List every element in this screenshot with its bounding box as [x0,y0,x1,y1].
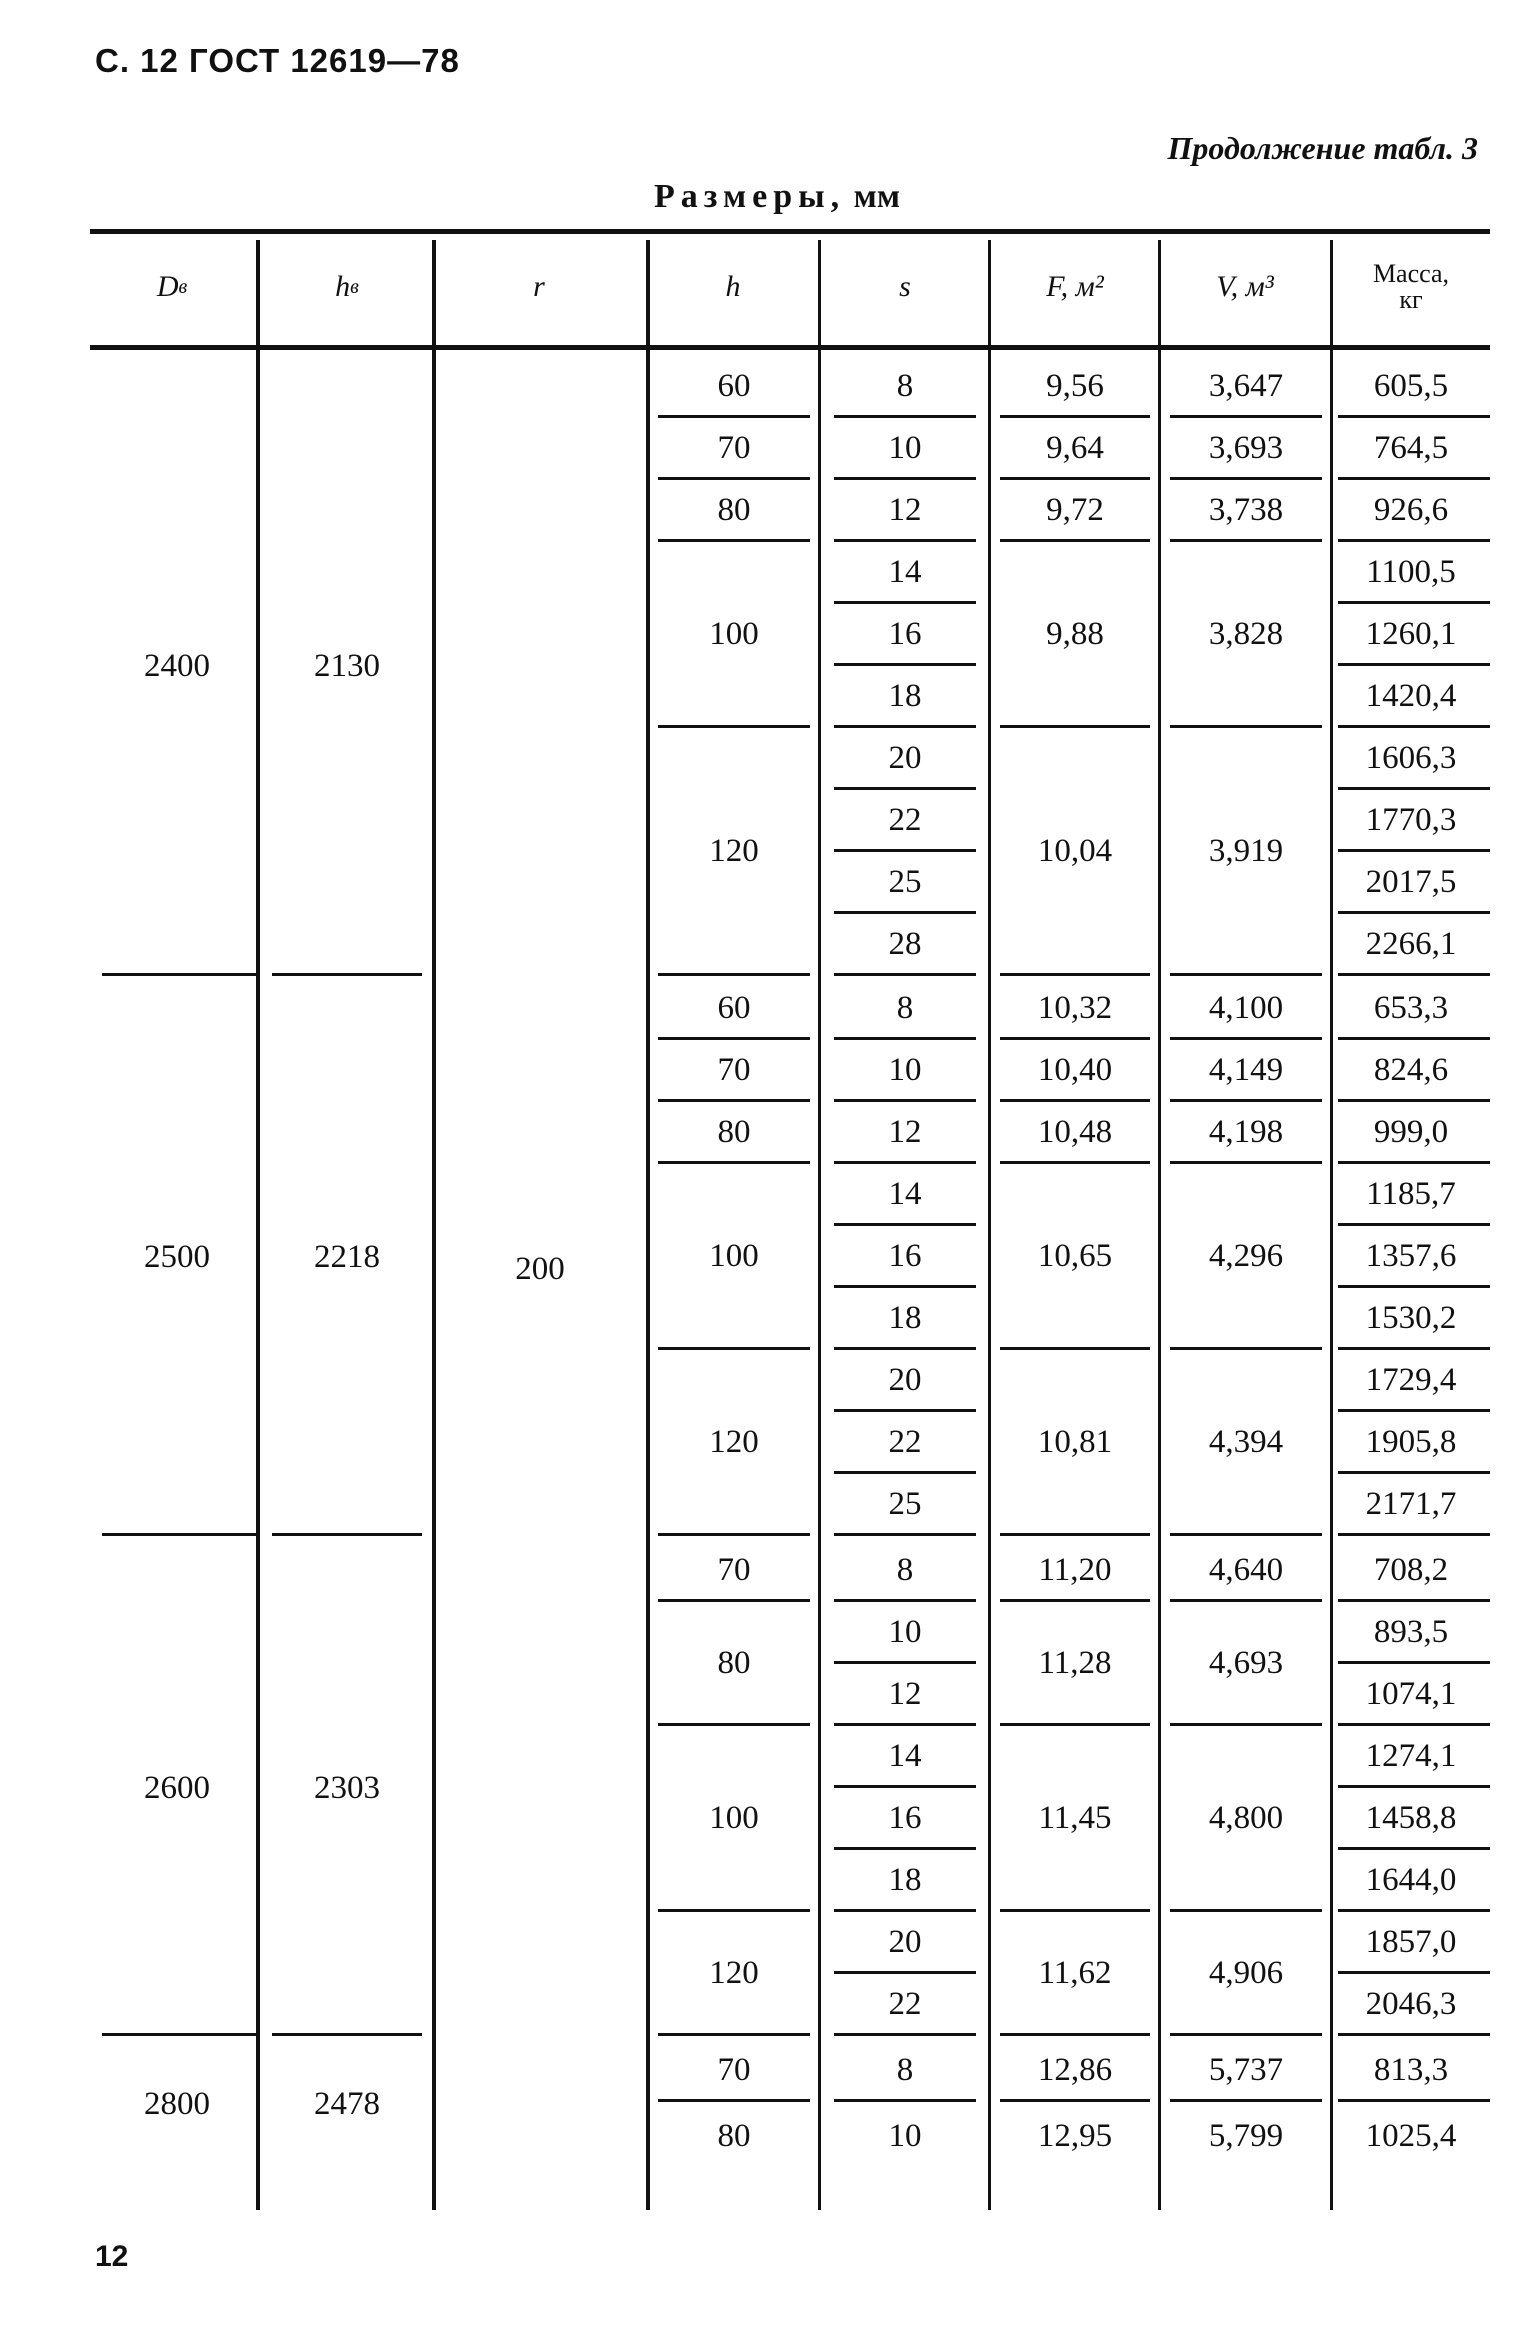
header-V [1160,232,1330,342]
header-bottom-rule [90,345,1490,350]
cell-mass: 824,6 [1373,1051,1449,1088]
cell-V: 3,828 [1208,615,1284,652]
cell-V: 4,198 [1208,1113,1284,1150]
rule-s [834,1661,976,1664]
cell-s: 10 [888,429,922,466]
cell-s: 18 [888,1299,922,1336]
cell-V: 5,799 [1208,2117,1284,2154]
rule-s [834,1785,976,1788]
header-r-label: r [533,270,545,303]
cell-V: 3,647 [1208,367,1284,404]
rule-s [834,2033,976,2036]
rule-s [834,539,976,542]
rule-F [1000,1161,1150,1164]
rule-V [1170,1723,1322,1726]
cell-s: 16 [888,1799,922,1836]
cell-F: 9,64 [1046,429,1104,466]
cell-s: 18 [888,677,922,714]
cell-mass: 708,2 [1373,1551,1449,1588]
cell-V: 4,100 [1208,989,1284,1026]
cell-mass: 999,0 [1373,1113,1449,1150]
rule-h [658,1099,810,1102]
cell-V: 4,149 [1208,1051,1284,1088]
rule-F [1000,2033,1150,2036]
cell-s: 8 [896,2051,914,2088]
cell-h: 60 [717,367,751,404]
rule-h [658,1161,810,1164]
rule-V [1170,415,1322,418]
cell-mass: 605,5 [1373,367,1449,404]
cell-V: 4,296 [1208,1237,1284,1274]
rule-V [1170,1161,1322,1164]
cell-h: 70 [717,1051,751,1088]
rule-h [658,1347,810,1350]
cell-Dv: 2800 [144,2085,210,2122]
cell-h: 80 [717,1113,751,1150]
cell-mass: 1729,4 [1365,1361,1457,1398]
cell-F: 11,45 [1038,1799,1112,1836]
cell-F: 10,40 [1037,1051,1113,1088]
header-s-label: s [899,270,911,303]
cell-h: 120 [709,1423,759,1460]
rule-mass [1338,973,1490,976]
rule-mass [1338,1409,1490,1412]
cell-Dv: 2500 [144,1238,210,1275]
rule-mass [1338,477,1490,480]
cell-s: 22 [888,801,922,838]
header-r [432,232,646,342]
rule-mass [1338,725,1490,728]
rule-mass [1338,1971,1490,1974]
vline-after-s [988,240,991,2210]
rule-F [1000,1347,1150,1350]
rule-h [658,415,810,418]
cell-F: 11,20 [1038,1551,1112,1588]
cell-mass: 1458,8 [1365,1799,1457,1836]
cell-s: 28 [888,925,922,962]
cell-F: 11,62 [1038,1954,1112,1991]
rule-mass [1338,2033,1490,2036]
table-continuation-label: Продолжение табл. 3 [1167,130,1478,166]
units-unit: мм [853,178,900,215]
cell-h: 120 [709,832,759,869]
cell-mass: 893,5 [1373,1613,1449,1650]
rule-s [834,1847,976,1850]
rule-mass [1338,1599,1490,1602]
rule-F [1000,1723,1150,1726]
rule-s [834,1099,976,1102]
rule-s [834,1409,976,1412]
rule-V [1170,477,1322,480]
cell-h: 80 [717,2117,751,2154]
rule-h [658,477,810,480]
cell-V: 4,640 [1208,1551,1284,1588]
header-hv-sub: в [350,275,359,298]
rule-h [658,1723,810,1726]
units-caption [654,178,900,216]
rule-h [658,1909,810,1912]
rule-V [1170,1909,1322,1912]
cell-s: 22 [888,1423,922,1460]
rule-F [1000,1533,1150,1536]
rule-F [1000,1599,1150,1602]
cell-s: 8 [896,367,914,404]
header-hv-label: h [335,270,351,303]
rule-mass [1338,1099,1490,1102]
header-Dv-sub: в [178,275,188,298]
cell-s: 14 [888,1737,922,1774]
cell-s: 14 [888,553,922,590]
rule-mass [1338,663,1490,666]
rule-V [1170,1599,1322,1602]
rule-h [658,973,810,976]
header-hv [262,232,432,342]
cell-s: 20 [888,1923,922,1960]
cell-mass: 1100,5 [1366,553,1456,590]
rule-s [834,2099,976,2102]
header-h-label: h [725,270,741,303]
header-Dv [92,232,252,342]
rule-mass [1338,1037,1490,1040]
rule-mass [1338,1285,1490,1288]
cell-V: 3,693 [1208,429,1284,466]
cell-s: 12 [888,491,922,528]
cell-F: 12,86 [1037,2051,1113,2088]
cell-V: 3,738 [1208,491,1284,528]
cell-s: 16 [888,615,922,652]
cell-s: 25 [888,1485,922,1522]
rule-mass [1338,787,1490,790]
cell-mass: 2017,5 [1365,863,1457,900]
cell-s: 14 [888,1175,922,1212]
rule-s [834,415,976,418]
header-h [648,232,818,342]
cell-F: 10,48 [1037,1113,1113,1150]
rule-s [834,973,976,976]
rule-mass [1338,1661,1490,1664]
cell-h: 60 [717,989,751,1026]
cell-mass: 1905,8 [1365,1423,1457,1460]
rule-hv [272,973,422,976]
rule-s [834,1223,976,1226]
rule-mass [1338,1161,1490,1164]
cell-h: 100 [709,615,759,652]
cell-s: 20 [888,1361,922,1398]
header-Dv-label: D [156,270,179,303]
cell-V: 4,394 [1208,1423,1284,1460]
rule-s [834,849,976,852]
cell-mass: 1606,3 [1365,739,1457,776]
rule-s [834,1347,976,1350]
rule-mass [1338,2099,1490,2102]
rule-V [1170,973,1322,976]
rule-s [834,1037,976,1040]
cell-s: 10 [888,1051,922,1088]
vline-after-hv [432,240,436,2210]
cell-F: 9,56 [1046,367,1104,404]
rule-mass [1338,1909,1490,1912]
cell-mass: 1185,7 [1366,1175,1456,1212]
cell-s: 12 [888,1113,922,1150]
rule-s [834,725,976,728]
cell-mass: 1074,1 [1365,1675,1457,1712]
rule-V [1170,2033,1322,2036]
rule-V [1170,725,1322,728]
rule-h [658,725,810,728]
rule-Dv [102,973,258,976]
cell-h: 70 [717,2051,751,2088]
cell-mass: 1857,0 [1365,1923,1457,1960]
vline-after-h [818,240,821,2210]
rule-mass [1338,1223,1490,1226]
rule-mass [1338,415,1490,418]
cell-s: 10 [888,2117,922,2154]
rule-s [834,1909,976,1912]
cell-hv: 2218 [314,1238,380,1275]
cell-h: 70 [717,429,751,466]
vline-after-F [1158,240,1161,2210]
cell-mass: 2266,1 [1365,925,1457,962]
cell-Dv: 2600 [144,1769,210,1806]
cell-s: 22 [888,1985,922,2022]
rule-s [834,787,976,790]
rule-F [1000,2099,1150,2102]
rule-V [1170,2099,1322,2102]
rule-mass [1338,849,1490,852]
cell-F: 10,32 [1037,989,1113,1026]
cell-mass: 1770,3 [1365,801,1457,838]
cell-V: 4,693 [1208,1644,1284,1681]
rule-s [834,601,976,604]
rule-mass [1338,1347,1490,1350]
rule-s [834,1285,976,1288]
rule-F [1000,415,1150,418]
rule-h [658,2099,810,2102]
rule-s [834,1471,976,1474]
cell-mass: 653,3 [1373,989,1449,1026]
rule-s [834,1971,976,1974]
header-F-label: F, м² [1046,270,1104,303]
cell-h: 100 [709,1799,759,1836]
cell-F: 10,65 [1037,1237,1113,1274]
cell-mass: 1420,4 [1365,677,1457,714]
cell-hv: 2130 [314,647,380,684]
rule-Dv [102,2033,258,2036]
rule-mass [1338,539,1490,542]
cell-s: 20 [888,739,922,776]
cell-hv: 2478 [314,2085,380,2122]
rule-V [1170,1533,1322,1536]
rule-mass [1338,1847,1490,1850]
cell-Dv: 2400 [144,647,210,684]
rule-s [834,1599,976,1602]
page-number: 12 [95,2240,129,2273]
cell-r: 200 [515,1250,565,1287]
rule-mass [1338,1785,1490,1788]
cell-mass: 1357,6 [1365,1237,1457,1274]
rule-h [658,539,810,542]
rule-h [658,2033,810,2036]
cell-h: 80 [717,491,751,528]
rule-s [834,477,976,480]
rule-s [834,1161,976,1164]
rule-mass [1338,1723,1490,1726]
rule-Dv [102,1533,258,1536]
cell-V: 4,800 [1208,1799,1284,1836]
cell-F: 12,95 [1037,2117,1113,2154]
rule-s [834,911,976,914]
rule-s [834,1723,976,1726]
cell-s: 12 [888,1675,922,1712]
vline-after-r [646,240,650,2210]
cell-V: 4,906 [1208,1954,1284,1991]
rule-F [1000,973,1150,976]
rule-V [1170,1099,1322,1102]
rule-F [1000,1037,1150,1040]
rule-h [658,1037,810,1040]
cell-hv: 2303 [314,1769,380,1806]
header-mass-unit: кг [1399,285,1423,314]
rule-mass [1338,601,1490,604]
cell-h: 100 [709,1237,759,1274]
vline-after-Dv [256,240,260,2210]
rule-F [1000,1099,1150,1102]
cell-s: 8 [896,989,914,1026]
cell-s: 18 [888,1861,922,1898]
page-header: С. 12 ГОСТ 12619—78 [95,42,460,79]
rule-V [1170,1347,1322,1350]
rule-hv [272,2033,422,2036]
cell-F: 10,04 [1037,832,1113,869]
rule-s [834,663,976,666]
rule-F [1000,539,1150,542]
cell-mass: 1260,1 [1365,615,1457,652]
cell-mass: 1530,2 [1365,1299,1457,1336]
rule-F [1000,725,1150,728]
cell-F: 9,88 [1046,615,1104,652]
cell-mass: 1644,0 [1365,1861,1457,1898]
rule-V [1170,539,1322,542]
header-F [990,232,1160,342]
rule-V [1170,1037,1322,1040]
cell-mass: 813,3 [1373,2051,1449,2088]
units-word: Размеры, [654,178,846,215]
cell-mass: 1025,4 [1365,2117,1457,2154]
rule-hv [272,1533,422,1536]
cell-F: 10,81 [1037,1423,1113,1460]
cell-mass: 764,5 [1373,429,1449,466]
cell-mass: 926,6 [1373,491,1449,528]
cell-s: 8 [896,1551,914,1588]
rule-mass [1338,911,1490,914]
header-s [820,232,990,342]
cell-V: 5,737 [1208,2051,1284,2088]
cell-V: 3,919 [1208,832,1284,869]
cell-s: 10 [888,1613,922,1650]
cell-h: 70 [717,1551,751,1588]
cell-F: 11,28 [1038,1644,1112,1681]
rule-F [1000,1909,1150,1912]
rule-s [834,1533,976,1536]
cell-mass: 2046,3 [1365,1985,1457,2022]
cell-h: 80 [717,1644,751,1681]
cell-s: 16 [888,1237,922,1274]
header-mass [1332,232,1490,342]
rule-h [658,1599,810,1602]
cell-mass: 1274,1 [1365,1737,1457,1774]
header-mass-label: Масса, [1372,259,1450,288]
rule-mass [1338,1533,1490,1536]
rule-mass [1338,1471,1490,1474]
header-V-label: V, м³ [1216,270,1274,303]
rule-h [658,1533,810,1536]
cell-s: 25 [888,863,922,900]
cell-h: 120 [709,1954,759,1991]
vline-after-V [1330,240,1333,2210]
cell-mass: 2171,7 [1365,1485,1457,1522]
cell-F: 9,72 [1046,491,1104,528]
rule-F [1000,477,1150,480]
